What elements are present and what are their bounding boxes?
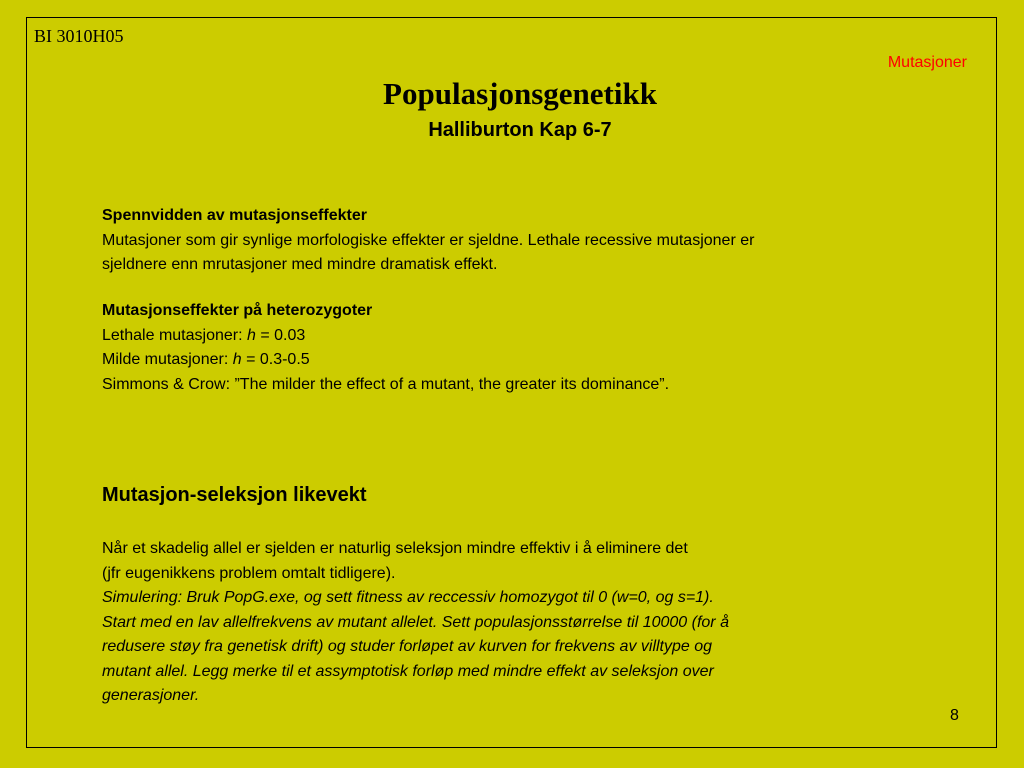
- mutation-selection-title: Mutasjon-seleksjon likevekt: [102, 484, 367, 506]
- simmons-crow-quote: Simmons & Crow: ”The milder the effect of a mutant, the greater its dominance”.: [102, 375, 670, 393]
- mild-mutations-line: [102, 348, 932, 373]
- lethal-mutations-line: [102, 324, 932, 349]
- simulation-line: Simulering: Bruk PopG.exe, og sett fitness av reccessiv homozygot til 0 (w=0, og s=1).: [102, 589, 714, 606]
- mild-label: Milde mutasjoner:: [102, 351, 233, 368]
- lethal-label: Lethale mutasjoner:: [102, 326, 247, 344]
- mild-value: = 0.3-0.5: [241, 351, 310, 368]
- topic-label: Mutasjoner: [887, 54, 967, 71]
- simulation-line: redusere støy fra genetisk drift) og studer forløpet av kurven for frekvens av villtype og: [102, 638, 713, 655]
- mutation-effects-range-section: [102, 204, 932, 278]
- slide-subtitle: Halliburton Kap 6-7: [428, 119, 612, 141]
- paragraph-line: Mutasjoner som gir synlige morfologiske effekter er sjeldne. Lethale recessive mutasjoner er: [102, 231, 755, 249]
- lethal-value: = 0.03: [255, 326, 306, 344]
- dominance-symbol: h: [232, 351, 242, 368]
- simulation-line: generasjoner.: [102, 687, 200, 704]
- slide-title: Populasjonsgenetikk: [383, 76, 657, 111]
- simulation-line: mutant allel. Legg merke til et assymptotisk forløp med mindre effekt av seleksjon over: [102, 662, 714, 680]
- paragraph-line: Når et skadelig allel er sjelden er naturlig seleksjon mindre effektiv i å eliminere det: [102, 540, 688, 557]
- dominance-symbol: h: [246, 326, 256, 344]
- heterozygote-effects-section: [102, 299, 932, 397]
- page-number: 8: [950, 707, 959, 724]
- simulation-line: Start med en lav allelfrekvens av mutant allelet. Sett populasjonsstørrelse til 10000 (for å: [102, 613, 729, 631]
- section-heading: Spennvidden av mutasjonseffekter: [102, 207, 367, 224]
- paragraph-line: sjeldnere enn mrutasjoner med mindre dramatisk effekt.: [102, 256, 498, 273]
- mutation-selection-section: [102, 537, 932, 709]
- course-code: BI 3010H05: [34, 26, 124, 46]
- paragraph-line: (jfr eugenikkens problem omtalt tidligere).: [102, 564, 396, 582]
- section-heading: Mutasjonseffekter på heterozygoter: [102, 302, 373, 319]
